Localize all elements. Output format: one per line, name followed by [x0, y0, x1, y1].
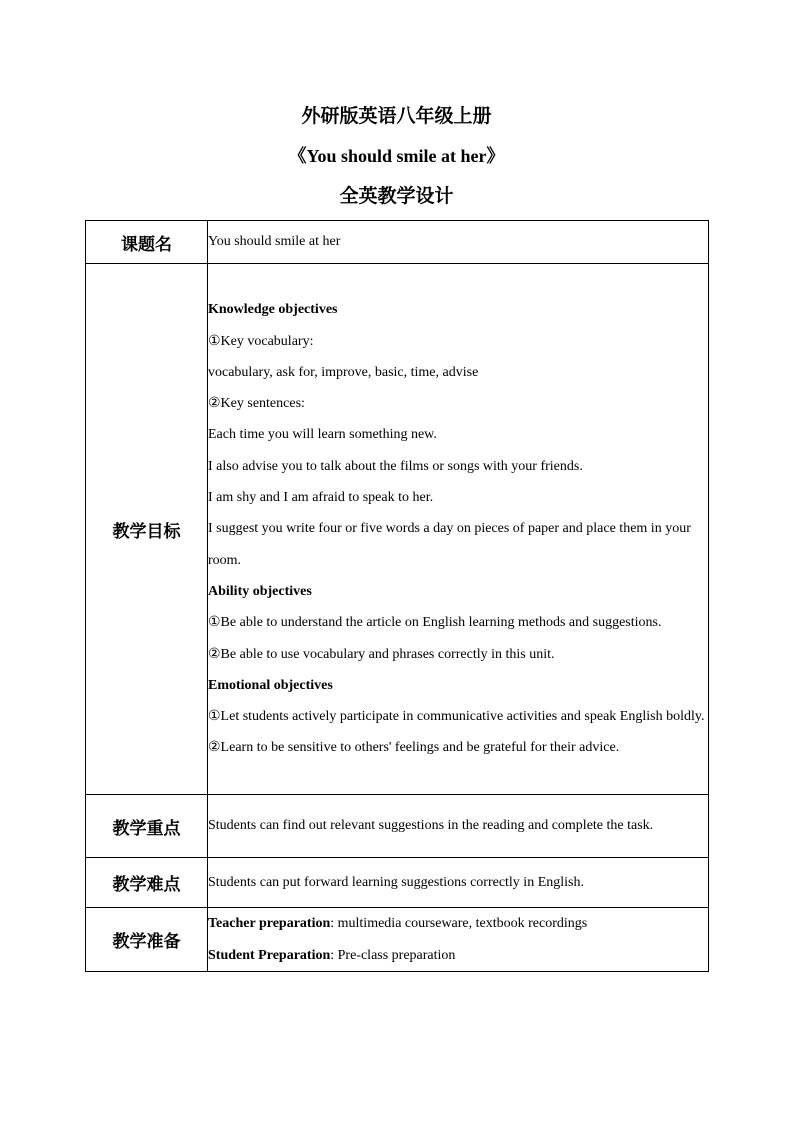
key-sentence: I also advise you to talk about the films or songs with your friends.: [208, 458, 583, 474]
teacher-preparation-value: : multimedia courseware, textbook recordings: [330, 916, 588, 932]
title-block: [0, 104, 793, 208]
ability-objective: ②Be able to use vocabulary and phrases correctly in this unit.: [208, 646, 555, 662]
table-row-preparation: [86, 908, 709, 972]
topic-label: 课题名: [86, 221, 208, 264]
table-row-difficulties: [86, 858, 709, 908]
key-vocabulary-label: ①Key vocabulary:: [208, 333, 314, 349]
ability-objectives-heading: Ability objectives: [208, 583, 312, 599]
key-vocabulary-list: vocabulary, ask for, improve, basic, time, advise: [208, 364, 479, 380]
document-title: 外研版英语八年级上册: [301, 105, 492, 127]
key-sentence: Each time you will learn something new.: [208, 427, 437, 443]
emotional-objective: ②Learn to be sensitive to others' feelings and be grateful for their advice.: [208, 740, 620, 756]
student-preparation-value: : Pre-class preparation: [330, 947, 456, 963]
emotional-objectives-heading: Emotional objectives: [208, 677, 333, 693]
key-sentence: I suggest you write four or five words a day on pieces of paper and place them in your room.: [208, 521, 691, 568]
key-sentences-label: ②Key sentences:: [208, 396, 305, 412]
table-row-key-points: [86, 795, 709, 858]
objectives-content: [208, 264, 709, 795]
key-sentence: I am shy and I am afraid to speak to her.: [208, 490, 434, 506]
table-row-topic: [86, 221, 709, 264]
ability-objective: ①Be able to understand the article on English learning methods and suggestions.: [208, 615, 662, 631]
objectives-label: 教学目标: [86, 264, 208, 795]
table-row-objectives: [86, 264, 709, 795]
lesson-subtitle: 《You should smile at her》: [288, 146, 505, 166]
preparation-content: [208, 908, 709, 972]
student-preparation: [208, 940, 708, 971]
teacher-preparation-label: Teacher preparation: [208, 916, 331, 932]
knowledge-objectives-heading: Knowledge objectives: [208, 302, 338, 318]
teacher-preparation: [208, 908, 708, 939]
key-points-value: Students can find out relevant suggestions in the reading and complete the task.: [208, 795, 709, 858]
lesson-plan-table: [85, 220, 709, 972]
preparation-label: 教学准备: [86, 908, 208, 972]
difficulties-label: 教学难点: [86, 858, 208, 908]
key-points-label: 教学重点: [86, 795, 208, 858]
difficulties-value: Students can put forward learning suggestions correctly in English.: [208, 858, 709, 908]
emotional-objective: ①Let students actively participate in communicative activities and speak English boldly.: [208, 709, 705, 725]
student-preparation-label: Student Preparation: [208, 947, 331, 963]
design-title: 全英教学设计: [339, 185, 454, 207]
topic-value: You should smile at her: [208, 221, 709, 264]
